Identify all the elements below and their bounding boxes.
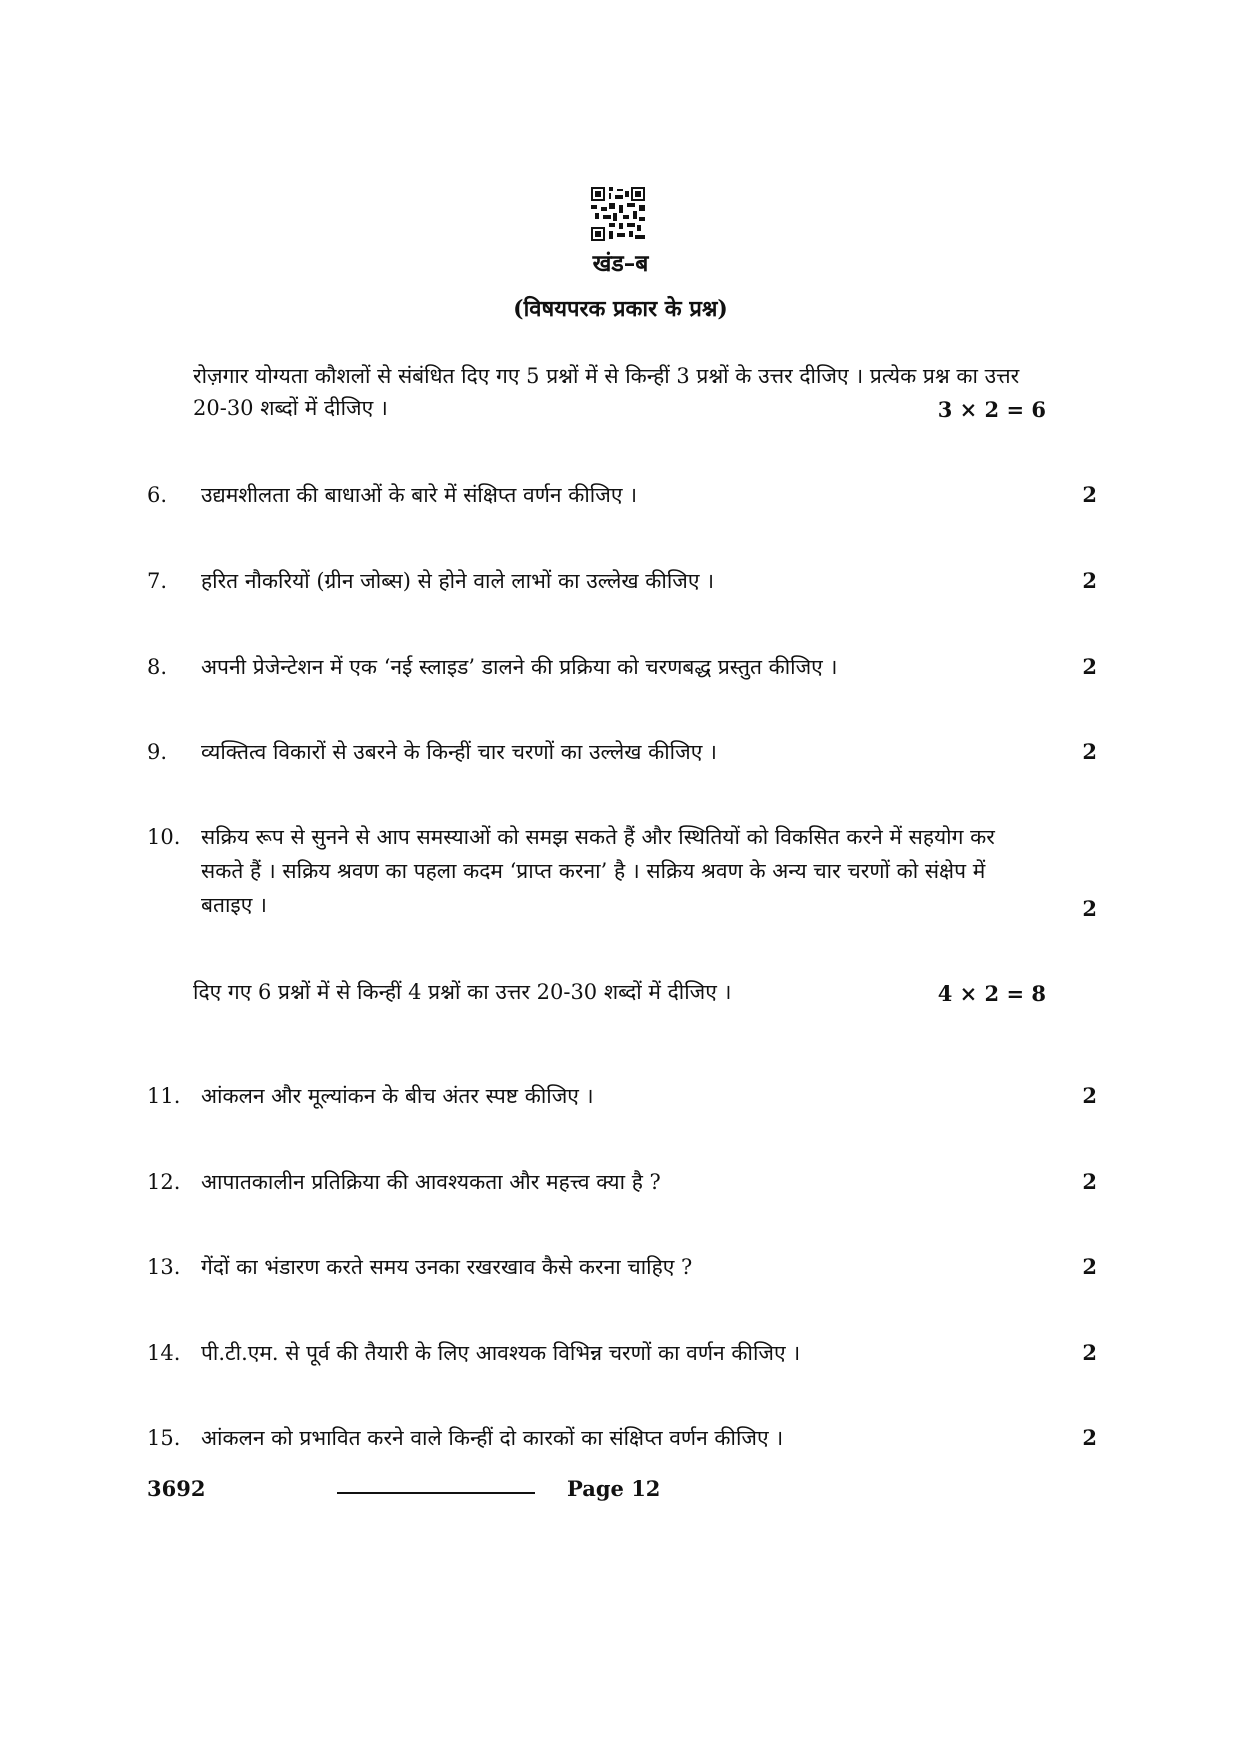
question-text: व्यक्तित्व विकारों से उबरने के किन्हीं चार चरणों का उल्लेख कीजिए । [201, 740, 717, 764]
question-number: 10. [147, 825, 181, 849]
page-footer [147, 1476, 1097, 1510]
question-number: 13. [147, 1255, 181, 1279]
question-marks: 2 [1082, 1425, 1097, 1450]
question-text: हरित नौकरियों (ग्रीन जोब्स) से होने वाले लाभों का उल्लेख कीजिए । [201, 569, 715, 593]
question-marks: 2 [1082, 1340, 1097, 1365]
question-text: गेंदों का भंडारण करते समय उनका रखरखाव कैसे करना चाहिए ? [201, 1255, 693, 1279]
instruction-block-1 [193, 360, 1046, 426]
question-marks: 2 [1082, 1083, 1097, 1108]
question-number: 6. [147, 483, 168, 507]
question-number: 9. [147, 740, 168, 764]
question-text: आंकलन और मूल्यांकन के बीच अंतर स्पष्ट कीजिए । [201, 1084, 594, 1108]
total-marks: 3 × 2 = 6 [937, 397, 1046, 422]
question-item [147, 1336, 1097, 1370]
section-subtitle: (विषयपरक प्रकार के प्रश्न) [513, 296, 728, 322]
instruction-block-2 [193, 976, 1046, 1010]
question-item [147, 650, 1097, 684]
question-item [147, 1250, 1097, 1284]
page-number: Page 12 [567, 1476, 661, 1501]
question-marks: 2 [1082, 1169, 1097, 1194]
question-marks: 2 [1082, 482, 1097, 507]
question-number: 7. [147, 569, 168, 593]
question-marks: 2 [1082, 739, 1097, 764]
question-text: आपातकालीन प्रतिक्रिया की आवश्यकता और महत्त्व क्या है ? [201, 1170, 661, 1194]
question-item [147, 478, 1097, 512]
question-number: 8. [147, 655, 168, 679]
instruction-text: दिए गए 6 प्रश्नों में से किन्हीं 4 प्रश्नों का उत्तर 20-30 शब्दों में दीजिए । [193, 980, 732, 1004]
question-number: 12. [147, 1170, 181, 1194]
question-marks: 2 [1082, 654, 1097, 679]
question-text: उद्यमशीलता की बाधाओं के बारे में संक्षिप्त वर्णन कीजिए । [201, 483, 638, 507]
question-text: सक्रिय रूप से सुनने से आप समस्याओं को समझ सकते हैं और स्थितियों को विकसित करने में सहयोग कर सकते हैं । सक्रिय श्रवण का पहला कदम ‘प्राप्त करना’ है । सक्रिय श्रवण के अन्य चार चरणों को संक्षेप में बताइए । [201, 825, 995, 917]
section-title: खंड–ब [592, 250, 649, 277]
question-item [147, 1079, 1097, 1113]
question-marks: 2 [1082, 896, 1097, 921]
question-item [147, 735, 1097, 769]
question-text: अपनी प्रेजेन्टेशन में एक ‘नई स्लाइड’ डालने की प्रक्रिया को चरणबद्ध प्रस्तुत कीजिए । [201, 655, 838, 679]
question-marks: 2 [1082, 568, 1097, 593]
question-number: 15. [147, 1426, 181, 1450]
question-number: 11. [147, 1084, 181, 1108]
instruction-text: रोज़गार योग्यता कौशलों से संबंधित दिए गए 5 प्रश्नों में से किन्हीं 3 प्रश्नों के उत्तर दीजिए । प्रत्येक प्रश्न का उत्तर 20-30 शब्दों में दीजिए । [193, 364, 1020, 420]
question-text: आंकलन को प्रभावित करने वाले किन्हीं दो कारकों का संक्षिप्त वर्णन कीजिए । [201, 1426, 784, 1450]
question-item [147, 1165, 1097, 1199]
question-item [147, 564, 1097, 598]
question-marks: 2 [1082, 1254, 1097, 1279]
qr-code-icon [591, 187, 645, 241]
question-number: 14. [147, 1341, 181, 1365]
question-item [147, 820, 1097, 926]
question-item [147, 1421, 1097, 1455]
question-text: पी.टी.एम. से पूर्व की तैयारी के लिए आवश्यक विभिन्न चरणों का वर्णन कीजिए । [201, 1341, 801, 1365]
paper-code: 3692 [147, 1476, 206, 1501]
footer-divider [337, 1492, 535, 1494]
total-marks: 4 × 2 = 8 [937, 981, 1046, 1006]
